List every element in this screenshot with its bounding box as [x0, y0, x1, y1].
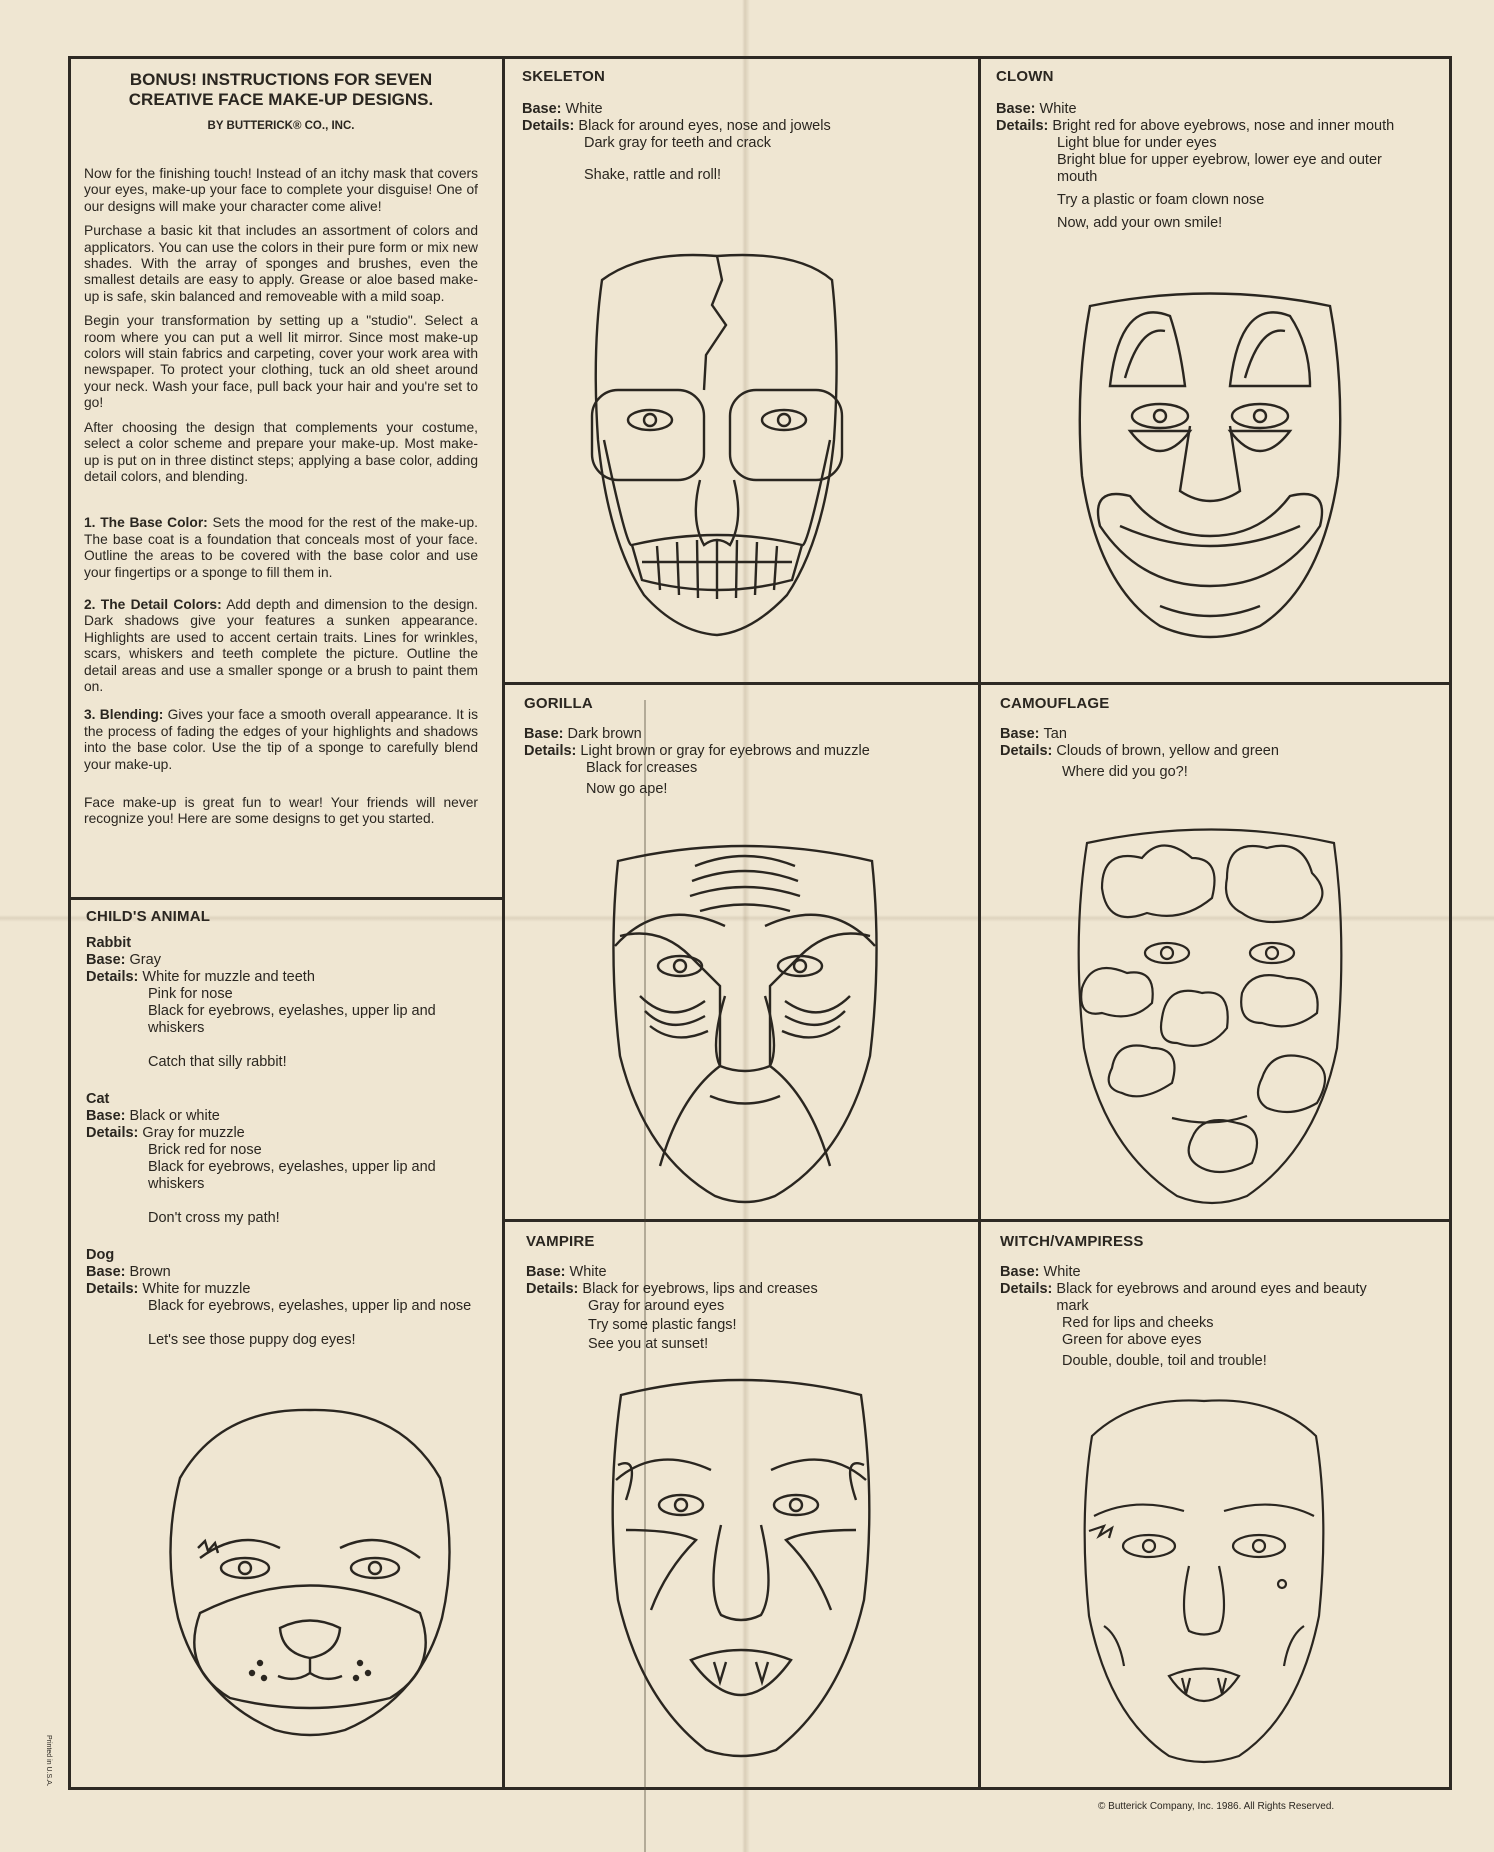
clown-detail: Light blue for under eyes — [1057, 135, 1217, 151]
column-divider-2 — [978, 56, 981, 1790]
clown-face-illustration — [1060, 286, 1360, 646]
printed-in-note: Printed in U.S.A. — [45, 1735, 52, 1787]
step-base-color — [84, 515, 478, 581]
column-divider-1 — [502, 56, 505, 1790]
details-label: Details: — [86, 969, 139, 985]
base-label: Base: — [524, 726, 564, 742]
intro-panel — [84, 70, 478, 836]
details-label: Details: — [1000, 743, 1053, 759]
details-label: Details: — [86, 1125, 139, 1141]
witch-detail: Green for above eyes — [1062, 1332, 1202, 1348]
cat-base: Black or white — [129, 1108, 220, 1124]
camouflage-base: Tan — [1043, 726, 1067, 742]
step-text: Add depth and dimension to the design. Dark shadows give your features a sunken appearance. Highlights are used to accent certain traits. Lines for wrinkles, scars, whiskers and teeth complete the picture. Outline the detail areas and use a smaller sponge or a brush to paint them on. — [84, 596, 478, 694]
gorilla-detail: Light brown or gray for eyebrows and muzzle — [580, 743, 870, 759]
step-label: 2. The Detail Colors: — [84, 596, 222, 612]
skeleton-detail: Black for around eyes, nose and jowels — [578, 118, 831, 134]
intro-title-line1: BONUS! INSTRUCTIONS FOR SEVEN — [129, 70, 433, 89]
childs-animal-panel — [86, 908, 478, 1349]
camouflage-tagline: Where did you go?! — [1062, 764, 1188, 780]
row-divider-left — [68, 897, 504, 900]
witch-detail: Red for lips and cheeks — [1062, 1315, 1214, 1331]
gorilla-tagline: Now go ape! — [586, 781, 668, 797]
step-detail-colors — [84, 597, 478, 695]
childs-animal-face-illustration — [160, 1408, 460, 1738]
camouflage-panel — [1000, 695, 1400, 781]
vampire-tip: Try some plastic fangs! — [588, 1317, 737, 1333]
camouflage-title: CAMOUFLAGE — [1000, 695, 1110, 712]
base-label: Base: — [526, 1264, 566, 1280]
skeleton-base: White — [565, 101, 603, 117]
details-label: Details: — [996, 118, 1049, 134]
rabbit-tagline: Catch that silly rabbit! — [148, 1054, 287, 1070]
base-label: Base: — [86, 1264, 126, 1280]
gorilla-title: GORILLA — [524, 695, 593, 712]
intro-title — [84, 70, 478, 110]
base-label: Base: — [1000, 1264, 1040, 1280]
skeleton-panel — [522, 68, 962, 184]
witch-tagline: Double, double, toil and trouble! — [1062, 1353, 1267, 1369]
clown-tip: Try a plastic or foam clown nose — [1057, 192, 1265, 208]
details-label: Details: — [524, 743, 577, 759]
dog-tagline: Let's see those puppy dog eyes! — [148, 1332, 356, 1348]
details-label: Details: — [86, 1281, 139, 1297]
cat-detail: Black for eyebrows, eyelashes, upper lip and whiskers — [148, 1159, 436, 1192]
dog-base: Brown — [129, 1264, 171, 1280]
step-text: Gives your face a smooth overall appearance. It is the process of fading the edges of your highlights and shadows into the base color. Use the tip of a sponge to carefully blend your make-up. — [84, 707, 478, 772]
cat-tagline: Don't cross my path! — [148, 1210, 280, 1226]
rabbit-base: Gray — [129, 952, 161, 968]
intro-paragraph: Purchase a basic kit that includes an assortment of colors and applicators. You can use the colors in their pure form or mix new shades. With the array of sponges and brushes, even the smallest details are easy to apply. Grease or aloe based make-up is safe, skin balanced and removeable with a mild soap. — [84, 223, 478, 304]
rabbit-detail: White for muzzle and teeth — [142, 969, 315, 985]
details-label: Details: — [1000, 1281, 1053, 1297]
childs-animal-title: CHILD'S ANIMAL — [86, 908, 211, 925]
base-label: Base: — [522, 101, 562, 117]
dog-detail: White for muzzle — [142, 1281, 251, 1297]
cat-title: Cat — [86, 1091, 110, 1107]
base-label: Base: — [1000, 726, 1040, 742]
intro-title-line2: CREATIVE FACE MAKE-UP DESIGNS. — [128, 90, 434, 109]
vampire-detail: Gray for around eyes — [588, 1298, 725, 1314]
dog-title: Dog — [86, 1247, 115, 1263]
camouflage-detail: Clouds of brown, yellow and green — [1056, 743, 1279, 759]
vampire-tagline: See you at sunset! — [588, 1336, 709, 1352]
clown-base: White — [1039, 101, 1077, 117]
gorilla-base: Dark brown — [567, 726, 642, 742]
vampire-face-illustration — [596, 1370, 886, 1760]
clown-tagline: Now, add your own smile! — [1057, 215, 1223, 231]
skeleton-title: SKELETON — [522, 68, 606, 85]
dog-detail: Black for eyebrows, eyelashes, upper lip and nose — [148, 1298, 472, 1314]
row-divider-1 — [502, 682, 1452, 685]
rabbit-title: Rabbit — [86, 935, 132, 951]
vampire-base: White — [569, 1264, 607, 1280]
cat-detail: Brick red for nose — [148, 1142, 262, 1158]
skeleton-detail: Dark gray for teeth and crack — [584, 135, 771, 151]
camouflage-face-illustration — [1062, 818, 1358, 1208]
details-label: Details: — [522, 118, 575, 134]
witch-title: WITCH/VAMPIRESS — [1000, 1233, 1144, 1250]
base-label: Base: — [996, 101, 1036, 117]
skeleton-face-illustration — [572, 250, 862, 640]
witch-panel — [1000, 1233, 1400, 1370]
gorilla-detail: Black for creases — [586, 760, 698, 776]
vampire-panel — [526, 1233, 966, 1353]
vampire-title: VAMPIRE — [526, 1233, 595, 1250]
step-blending — [84, 707, 478, 773]
vampire-detail: Black for eyebrows, lips and creases — [582, 1281, 818, 1297]
intro-paragraph: Now for the finishing touch! Instead of an itchy mask that covers your eyes, make-up your face to complete your disguise! One of our designs will make your character come alive! — [84, 166, 478, 214]
rabbit-detail: Black for eyebrows, eyelashes, upper lip and whiskers — [148, 1003, 436, 1036]
base-label: Base: — [86, 1108, 126, 1124]
copyright-note: © Butterick Company, Inc. 1986. All Rights Reserved. — [1098, 1801, 1335, 1812]
step-label: 1. The Base Color: — [84, 515, 208, 531]
witch-face-illustration — [1064, 1396, 1344, 1766]
clown-panel — [996, 68, 1396, 232]
step-label: 3. Blending: — [84, 707, 164, 723]
gorilla-face-illustration — [600, 836, 890, 1206]
gorilla-panel — [524, 695, 964, 798]
details-label: Details: — [526, 1281, 579, 1297]
intro-closing: Face make-up is great fun to wear! Your friends will never recognize you! Here are some designs to get you started. — [84, 795, 478, 827]
clown-detail: Bright red for above eyebrows, nose and inner mouth — [1052, 118, 1395, 134]
witch-base: White — [1043, 1264, 1081, 1280]
base-label: Base: — [86, 952, 126, 968]
clown-title: CLOWN — [996, 68, 1054, 85]
witch-detail: Black for eyebrows and around eyes and beauty mark — [1056, 1281, 1367, 1314]
intro-paragraph: Begin your transformation by setting up a "studio". Select a room where you can put a well lit mirror. Since most make-up colors will stain fabrics and carpeting, cover your work area with newspaper. To protect your clothing, tuck an old sheet around your neck. Wash your face, pull back your hair and you're set to go! — [84, 313, 478, 411]
intro-paragraph: After choosing the design that complements your costume, select a color scheme and prepare your make-up. Most make-up is put on in three distinct steps; applying a base color, adding detail colors, and blending. — [84, 419, 478, 484]
rabbit-detail: Pink for nose — [148, 986, 233, 1002]
skeleton-tagline: Shake, rattle and roll! — [584, 167, 722, 183]
step-text: Sets the mood for the rest of the make-up. The base coat is a foundation that conceals most of your face. Outline the areas to be covered with the base color and use your fingertips or a sponge to fill them in. — [84, 515, 478, 580]
clown-detail: Bright blue for upper eyebrow, lower eye and outer mouth — [1057, 152, 1382, 185]
intro-byline: BY BUTTERICK® CO., INC. — [207, 120, 355, 132]
cat-detail: Gray for muzzle — [142, 1125, 245, 1141]
